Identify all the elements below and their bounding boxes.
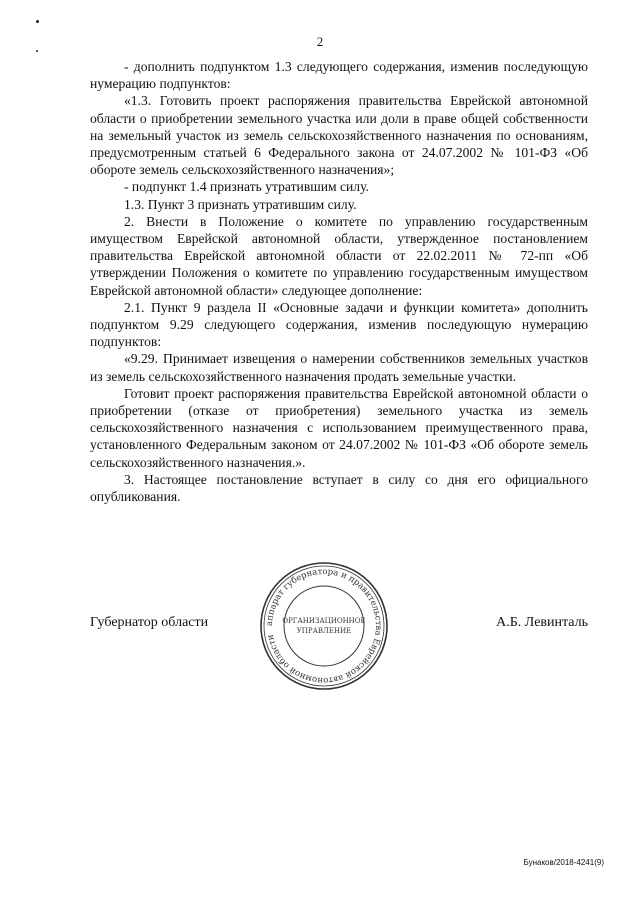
scan-speck (36, 50, 38, 52)
paragraph: - дополнить подпунктом 1.3 следующего содержания, изменив последующую нумерацию подпунктов: (90, 59, 588, 92)
paragraph: Готовит проект распоряжения правительства Еврейской автономной области о приобретении (отказе от приобретения) земельного участка из земель сельскохозяйственного назначения с использованием преимущественного права, установленного Федеральным законом от 24.07.2002 № 101-ФЗ «Об обороте земель сельскохозяйственного назначения.». (90, 385, 588, 470)
signatory-name: А.Б. Левинталь (496, 615, 588, 630)
paragraph: 2.1. Пункт 9 раздела II «Основные задачи и функции комитета» дополнить подпунктом 9.29 следующего содержания, изменив последующую нумерацию подпунктов: (90, 299, 588, 350)
paragraph: «1.3. Готовить проект распоряжения правительства Еврейской автономной области о приобретении земельного участка или доли в праве общей собственности на земельный участок из земель сельскохозяйственного назначения по основаниям, предусмотренным статьей 6 Федерального закона от 24.07.2002 № 101-ФЗ «Об обороте земель сельскохозяйственного назначения»; (90, 93, 588, 178)
stamp-outer-text: аппарат губернатора и правительства Еврейской автономной области (264, 566, 384, 686)
paragraph: 3. Настоящее постановление вступает в силу со дня его официального опубликования. (90, 471, 588, 505)
paragraph: «9.29. Принимает извещения о намерении собственников земельных участков из земель сельскохозяйственного назначения продать земельные участки. (90, 351, 588, 384)
official-stamp (258, 560, 390, 692)
signatory-position: Губернатор области (90, 615, 209, 630)
paragraph: 1.3. Пункт 3 признать утратившим силу. (124, 196, 357, 212)
stamp-inner-line-1: ОРГАНИЗАЦИОННОЕ (282, 617, 366, 625)
stamp-inner-line-2: УПРАВЛЕНИЕ (296, 627, 352, 635)
scan-speck (36, 20, 39, 23)
document-registration-code: Бунаков/2018-4241(9) (523, 858, 604, 867)
paragraph: 2. Внести в Положение о комитете по управлению государственным имуществом Еврейской автономной области, утвержденное постановлением правительства Еврейской автономной области от 22.02.2011 № 72-пп «Об утверждении Положения о комитете по управлению государственным имуществом Еврейской автономной области» следующее дополнение: (90, 213, 588, 298)
paragraph: - подпункт 1.4 признать утратившим силу. (124, 179, 369, 195)
page-number: 2 (316, 34, 324, 49)
document-body (90, 58, 588, 505)
